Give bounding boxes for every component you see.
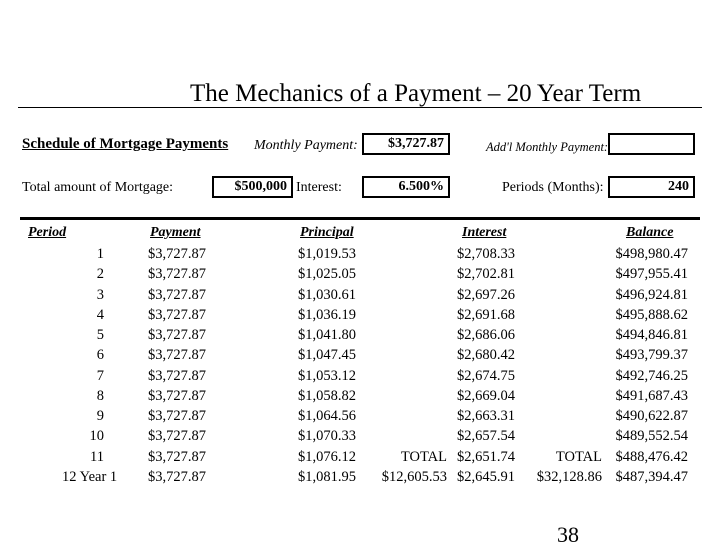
payment-cell: $3,727.87 bbox=[148, 387, 206, 404]
page-number: 38 bbox=[557, 522, 579, 547]
table-row bbox=[0, 286, 720, 306]
slide-title: The Mechanics of a Payment – 20 Year Term bbox=[190, 80, 642, 107]
interest-cell: $2,708.33 bbox=[457, 246, 515, 262]
period-cell: 5 bbox=[96, 327, 104, 343]
payment-cell: $3,727.87 bbox=[148, 448, 206, 465]
interest-label: Interest: bbox=[296, 180, 342, 195]
balance-cell: $492,746.25 bbox=[615, 367, 688, 384]
period-cell: 10 bbox=[89, 428, 104, 445]
monthly-payment-label: Monthly Payment: bbox=[254, 138, 358, 153]
balance-cell: $496,924.81 bbox=[615, 286, 688, 303]
interest-cell: $2,651.74 bbox=[457, 448, 515, 465]
period-cell: 11 bbox=[90, 448, 104, 465]
table-row bbox=[0, 245, 720, 265]
balance-cell: $493,799.37 bbox=[615, 347, 688, 364]
table-row bbox=[0, 326, 720, 346]
interest-cell: $2,680.42 bbox=[457, 347, 515, 364]
interest-cell: $2,669.04 bbox=[457, 387, 515, 404]
title-underline bbox=[18, 107, 702, 108]
period-cell: 2 bbox=[96, 266, 104, 283]
interest-cell: $2,702.81 bbox=[457, 266, 515, 283]
principal-cell: $1,053.12 bbox=[298, 367, 356, 384]
balance-cell: $488,476.42 bbox=[615, 448, 688, 465]
header-balance: Balance bbox=[626, 225, 674, 240]
addl-payment-field[interactable] bbox=[608, 133, 695, 155]
period-cell: 1 bbox=[96, 246, 104, 262]
balance-cell: $489,552.54 bbox=[615, 428, 688, 445]
payment-cell: $3,727.87 bbox=[148, 327, 206, 343]
period-cell: 9 bbox=[96, 408, 104, 424]
interest-cell: $2,645.91 bbox=[457, 468, 515, 485]
interest-cell: $2,663.31 bbox=[457, 408, 515, 424]
total-mortgage-label: Total amount of Mortgage: bbox=[22, 180, 174, 195]
principal-cell: $1,081.95 bbox=[298, 468, 356, 485]
payment-cell: $3,727.87 bbox=[148, 367, 206, 384]
principal-cell: $1,047.45 bbox=[298, 347, 356, 364]
principal-cell: $1,076.12 bbox=[298, 448, 356, 465]
interest-cell: $2,697.26 bbox=[457, 286, 515, 303]
header-interest: Interest bbox=[462, 225, 507, 240]
payment-cell: $3,727.87 bbox=[148, 286, 206, 303]
interest-cell: $2,691.68 bbox=[457, 306, 515, 323]
total-mortgage-field[interactable]: $500,000 bbox=[212, 176, 293, 198]
table-row bbox=[0, 367, 720, 387]
periods-field[interactable]: 240 bbox=[608, 176, 695, 198]
header-period: Period bbox=[28, 225, 67, 240]
balance-cell: $487,394.47 bbox=[615, 468, 688, 485]
header-payment: Payment bbox=[150, 225, 201, 240]
interest-field[interactable]: 6.500% bbox=[362, 176, 450, 198]
interest-total-cell: $32,128.86 bbox=[536, 468, 602, 485]
table-row bbox=[0, 407, 720, 427]
table-row bbox=[0, 448, 720, 468]
interest-total-cell: TOTAL bbox=[555, 448, 602, 465]
principal-cell: $1,025.05 bbox=[298, 266, 356, 283]
principal-total-cell: $12,605.53 bbox=[381, 468, 447, 485]
addl-payment-label: Add'l Monthly Payment: bbox=[486, 140, 609, 154]
interest-cell: $2,686.06 bbox=[457, 327, 515, 343]
principal-cell: $1,064.56 bbox=[298, 408, 356, 424]
payment-cell: $3,727.87 bbox=[148, 408, 206, 424]
principal-cell: $1,019.53 bbox=[298, 246, 356, 262]
period-cell: 7 bbox=[96, 367, 104, 384]
principal-cell: $1,030.61 bbox=[298, 286, 356, 303]
principal-cell: $1,070.33 bbox=[298, 428, 356, 445]
payment-cell: $3,727.87 bbox=[148, 428, 206, 445]
table-row bbox=[0, 306, 720, 326]
period-cell: 3 bbox=[96, 286, 104, 303]
payment-cell: $3,727.87 bbox=[148, 246, 206, 262]
payment-cell: $3,727.87 bbox=[148, 347, 206, 364]
interest-cell: $2,657.54 bbox=[457, 428, 515, 445]
payment-cell: $3,727.87 bbox=[148, 468, 206, 485]
table-top-rule bbox=[20, 217, 700, 220]
period-cell: 4 bbox=[96, 306, 104, 323]
balance-cell: $490,622.87 bbox=[615, 408, 688, 424]
interest-cell: $2,674.75 bbox=[457, 367, 515, 384]
table-row bbox=[0, 265, 720, 285]
principal-total-cell: TOTAL bbox=[400, 448, 447, 465]
principal-cell: $1,041.80 bbox=[298, 327, 356, 343]
payment-cell: $3,727.87 bbox=[148, 306, 206, 323]
balance-cell: $494,846.81 bbox=[615, 327, 688, 343]
table-row bbox=[0, 387, 720, 407]
payment-cell: $3,727.87 bbox=[148, 266, 206, 283]
principal-cell: $1,036.19 bbox=[298, 306, 356, 323]
balance-cell: $498,980.47 bbox=[615, 246, 688, 262]
balance-cell: $497,955.41 bbox=[615, 266, 688, 283]
balance-cell: $491,687.43 bbox=[615, 387, 688, 404]
period-cell: 6 bbox=[96, 347, 104, 364]
table-row bbox=[0, 468, 720, 488]
table-row bbox=[0, 427, 720, 447]
schedule-heading: Schedule of Mortgage Payments bbox=[22, 136, 229, 152]
balance-cell: $495,888.62 bbox=[615, 306, 688, 323]
principal-cell: $1,058.82 bbox=[298, 387, 356, 404]
table-row bbox=[0, 346, 720, 366]
monthly-payment-field[interactable]: $3,727.87 bbox=[362, 133, 450, 155]
period-cell: 8 bbox=[96, 387, 104, 404]
periods-label: Periods (Months): bbox=[502, 180, 604, 195]
header-principal: Principal bbox=[300, 225, 354, 240]
period-cell: 12 Year 1 bbox=[62, 468, 118, 485]
